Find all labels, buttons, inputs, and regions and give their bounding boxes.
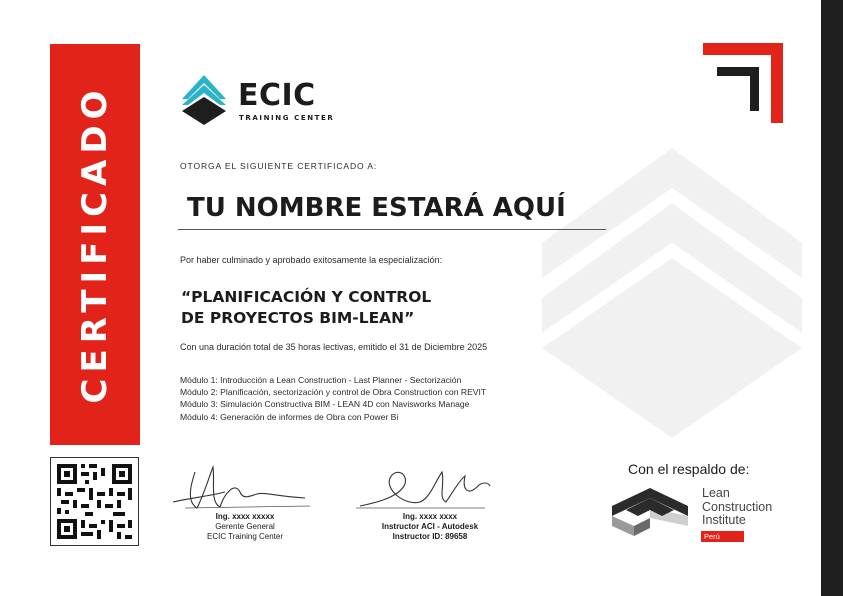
signature-1-block xyxy=(185,512,305,542)
signature-2-org: Instructor ID: 89658 xyxy=(392,532,468,541)
qr-pattern xyxy=(51,458,138,545)
vertical-certificate-title: CERTIFICADO xyxy=(75,84,115,404)
recipient-name: TU NOMBRE ESTARÁ AQUÍ xyxy=(187,193,566,223)
module-item: Módulo 1: Introducción a Lean Construction - Last Planner - Sectorización xyxy=(180,375,462,385)
watermark-logo-icon xyxy=(542,148,802,448)
signature-2-image xyxy=(350,462,500,517)
signature-2-block xyxy=(365,512,495,542)
lci-logo-icon xyxy=(604,484,696,542)
lci-name-line-1: Lean xyxy=(702,486,730,500)
signature-2-name: Ing. xxxx xxxx xyxy=(402,512,458,521)
brand-subtitle: TRAINING CENTER xyxy=(239,114,335,122)
lci-name-line-2: Construction xyxy=(702,499,773,514)
lci-name xyxy=(702,487,772,528)
right-dark-strip xyxy=(821,0,843,596)
module-item: Módulo 4: Generación de informes de Obra con Power Bi xyxy=(180,411,399,422)
signature-1-image xyxy=(165,462,315,517)
module-item: Módulo 3: Simulación Constructiva BIM - LEAN 4D con Navisworks Manage xyxy=(180,399,470,410)
intro-text: OTORGA EL SIGUIENTE CERTIFICADO A: xyxy=(180,161,378,171)
course-title-line-1: “PLANIFICACIÓN Y CONTROL xyxy=(181,288,432,306)
endorsement-label: Con el respaldo de: xyxy=(628,461,750,477)
name-underline xyxy=(178,229,606,230)
lci-country-badge: Perú xyxy=(701,531,744,542)
module-item: Módulo 2: Planificación, sectorización y control de Obra Construction con REVIT xyxy=(180,387,487,398)
signature-1-org: ECIC Training Center xyxy=(206,532,284,541)
signature-2-role: Instructor ACI - Autodesk xyxy=(381,522,479,531)
signature-1-role: Gerente General xyxy=(215,522,275,531)
course-title-line-2: DE PROYECTOS BIM-LEAN” xyxy=(181,309,415,327)
reason-text: Por haber culminado y aprobado exitosamente la especialización: xyxy=(180,255,443,265)
brand-name: ECIC xyxy=(238,78,316,113)
corner-bracket-icon xyxy=(703,43,783,123)
duration-text: Con una duración total de 35 horas lectivas, emitido el 31 de Diciembre 2025 xyxy=(180,342,488,352)
signature-1-name: Ing. xxxx xxxxx xyxy=(215,512,275,521)
module-list xyxy=(180,374,486,423)
qr-code-icon[interactable] xyxy=(50,457,139,546)
lci-name-line-3: Institute xyxy=(702,513,746,527)
ecic-logo-icon xyxy=(180,75,228,127)
